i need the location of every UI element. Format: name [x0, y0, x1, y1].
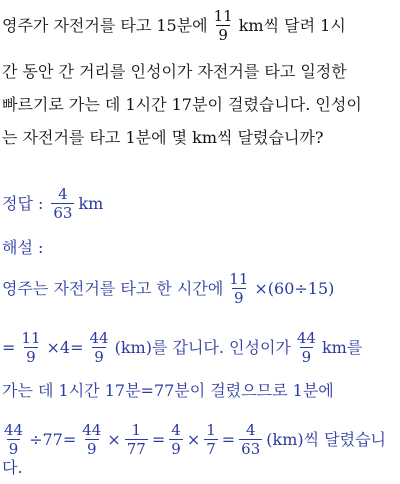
fraction-denominator: 7 [206, 440, 216, 458]
fraction-denominator: 9 [87, 440, 97, 458]
explanation-text: km를 [321, 337, 363, 357]
fraction [227, 271, 250, 306]
fraction-denominator: 63 [53, 204, 73, 222]
fraction-numerator: 11 [21, 329, 41, 347]
explanation-line-4 [2, 422, 386, 457]
answer-label: 정답 : [2, 193, 44, 213]
answer-fraction [51, 186, 74, 221]
explanation-text: (km)를 갑니다. 인성이가 [114, 337, 291, 357]
fraction [169, 422, 183, 457]
fraction-numerator: 44 [82, 421, 102, 439]
answer-line [2, 186, 103, 221]
explanation-text: × [186, 429, 201, 449]
problem-text: 는 자전거를 타고 1분에 몇 km씩 달렸습니까? [2, 128, 324, 147]
fraction [239, 422, 262, 457]
explanation-text: = [221, 429, 236, 449]
explanation-line-5 [2, 458, 23, 478]
fraction [2, 422, 25, 457]
fraction [204, 422, 218, 457]
fraction-denominator: 9 [26, 348, 36, 366]
explanation-text: ÷77= [29, 429, 77, 449]
fraction [125, 422, 148, 457]
fraction-denominator: 9 [218, 26, 228, 44]
fraction-denominator: 9 [171, 440, 181, 458]
fraction [80, 422, 103, 457]
problem-line-3 [2, 95, 362, 115]
fraction-denominator: 77 [126, 440, 146, 458]
fraction-numerator: 11 [213, 7, 233, 25]
fraction-denominator: 9 [8, 440, 19, 458]
problem-line-2 [2, 62, 347, 82]
fraction-denominator: 63 [241, 440, 261, 458]
fraction-numerator: 4 [58, 185, 68, 203]
explanation-text: ×4= [46, 337, 84, 357]
explanation-line-3 [2, 381, 334, 401]
problem-text: 영주가 자전거를 타고 15분에 [2, 15, 208, 35]
fraction-denominator: 9 [94, 348, 104, 366]
explanation-text: 다. [2, 458, 23, 477]
explanation-text: 가는 데 1시간 17분=77분이 걸렸으므로 1분에 [2, 381, 334, 400]
fraction-numerator: 44 [4, 421, 24, 439]
explanation-text: ×(60÷15) [254, 278, 335, 298]
fraction-numerator: 11 [229, 270, 249, 288]
explanation-text: (km)씩 달렸습니 [266, 429, 386, 449]
explanation-label [2, 238, 43, 258]
fraction [295, 330, 318, 365]
problem-text: km씩 달려 1시 [238, 15, 346, 35]
fraction-denominator: 9 [301, 348, 312, 366]
fraction-denominator: 9 [234, 289, 244, 307]
explanation-line-2 [2, 330, 362, 365]
problem-text: 간 동안 간 거리를 인성이가 자전거를 타고 일정한 [2, 62, 347, 81]
explanation-text: = [2, 337, 16, 357]
problem-line-4 [2, 128, 323, 148]
explanation-text: × [107, 429, 121, 449]
fraction-numerator: 4 [245, 421, 256, 439]
answer-unit: km [78, 193, 104, 213]
fraction-numerator: 44 [89, 329, 109, 347]
explanation-text: 영주는 자전거를 타고 한 시간에 [2, 278, 224, 298]
explanation-line-1 [2, 271, 334, 306]
fraction [212, 8, 235, 43]
fraction-numerator: 1 [206, 421, 216, 439]
fraction-numerator: 44 [296, 329, 316, 347]
explanation-label-text: 해설 : [2, 238, 44, 257]
problem-text: 빠르기로 가는 데 1시간 17분이 걸렸습니다. 인성이 [2, 95, 362, 114]
fraction-numerator: 4 [171, 421, 181, 439]
explanation-text: = [151, 429, 166, 449]
fraction [19, 330, 42, 365]
fraction-numerator: 1 [131, 421, 142, 439]
problem-line-1 [2, 8, 346, 43]
fraction [88, 330, 111, 365]
